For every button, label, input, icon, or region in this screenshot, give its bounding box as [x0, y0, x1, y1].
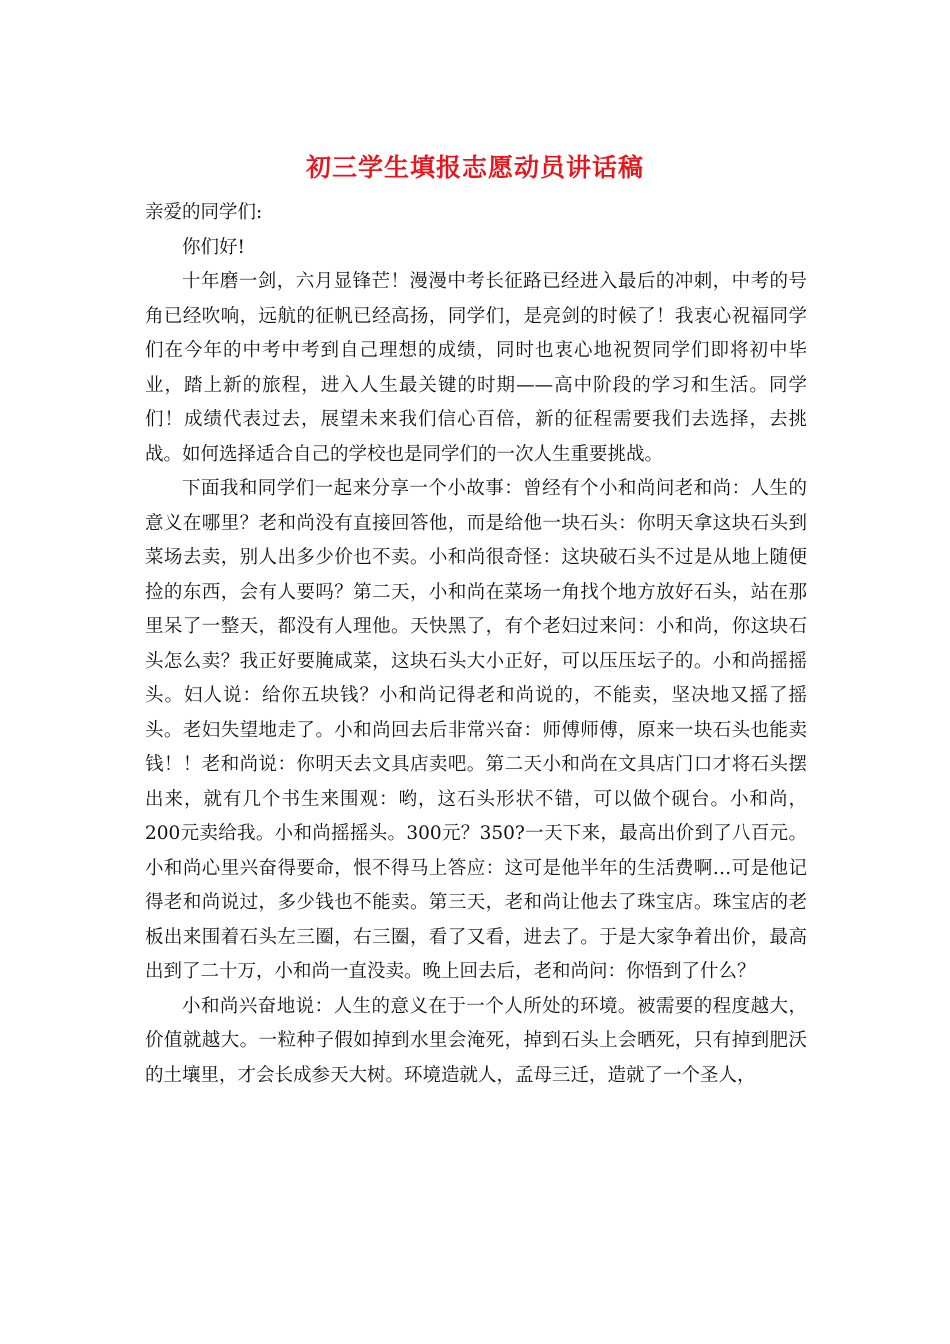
paragraph-story: 下面我和同学们一起来分享一个小故事：曾经有个小和尚问老和尚：人生的意义在哪里？老和尚没有直接回答他，而是给他一块石头：你明天拿这块石头到菜场去卖，别人出多少价也不卖。小和尚很奇怪：这块破石头不过是从地上随便捡的东西，会有人要吗？第二天，小和尚在菜场一角找个地方放好石头，站在那里呆了一整天，都没有人理他。天快黑了，有个老妇过来问：小和尚，你这块石头怎么卖？我正好要腌咸菜，这块石头大小正好，可以压压坛子的。小和尚摇摇头。妇人说：给你五块钱？小和尚记得老和尚说的，不能卖，坚决地又摇了摇头。老妇失望地走了。小和尚回去后非常兴奋：师傅师傅，原来一块石头也能卖钱！！老和尚说：你明天去文具店卖吧。第二天小和尚在文具店门口才将石头摆出来，就有几个书生来围观：哟，这石头形状不错，可以做个砚台。小和尚，200元卖给我。小和尚摇摇头。300元？350?一天下来，最高出价到了八百元。小和尚心里兴奋得要命，恨不得马上答应：这可是他半年的生活费啊…可是他记得老和尚说过，多少钱也不能卖。第三天，老和尚让他去了珠宝店。珠宝店的老板出来围着石头左三圈，右三圈，看了又看，进去了。于是大家争着出价，最高出到了二十万，小和尚一直没卖。晚上回去后，老和尚问：你悟到了什么？	[145, 478, 807, 982]
document-title: 初三学生填报志愿动员讲话稿	[305, 153, 644, 182]
paragraph-intro: 十年磨一剑，六月显锋芒！漫漫中考长征路已经进入最后的冲刺，中考的号角已经吹响，远航的征帆已经高扬，同学们，是亮剑的时候了！我衷心祝福同学们在今年的中考中考到自己理想的成绩，同时也衷心地祝贺同学们即将初中毕业，踏上新的旅程，进入人生最关键的时期——高中阶段的学习和生活。同学们！成绩代表过去，展望未来我们信心百倍，新的征程需要我们去选择，去挑战。如何选择适合自己的学校也是同学们的一次人生重要挑战。	[145, 271, 807, 465]
document-body	[145, 196, 807, 1093]
paragraph-lesson: 小和尚兴奋地说：人生的意义在于一个人所处的环境。被需要的程度越大，价值就越大。一粒种子假如掉到水里会淹死，掉到石头上会晒死，只有掉到肥沃的土壤里，才会长成参天大树。环境造就人，孟母三迁，造就了一个圣人，	[145, 995, 807, 1086]
paragraph-greeting: 你们好!	[182, 236, 245, 258]
salutation: 亲爱的同学们:	[145, 202, 263, 223]
